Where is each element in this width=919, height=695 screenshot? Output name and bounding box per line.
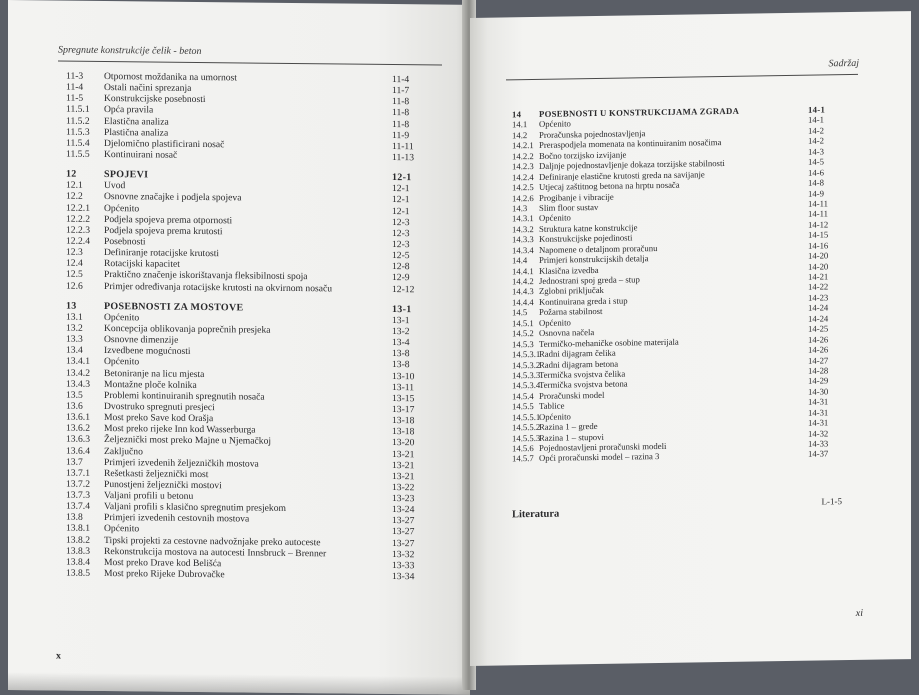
- toc-number: 12.4: [66, 257, 83, 270]
- toc-number: 14.5.5.3: [512, 432, 541, 443]
- toc-page: 13-2: [392, 325, 410, 338]
- toc-title: Most preko Drave kod Belišća: [104, 556, 222, 570]
- toc-page: 13-22: [392, 481, 415, 494]
- toc-number: 14.5.5.1: [512, 411, 541, 423]
- toc-number: 14.5: [512, 307, 528, 318]
- page-number-right: xi: [855, 607, 863, 619]
- toc-number: 13.2: [66, 322, 83, 334]
- toc-number: 11.5.5: [66, 148, 90, 160]
- toc-number: 13.4: [66, 344, 83, 357]
- toc-number: 14.2.6: [512, 192, 534, 203]
- toc-number: 14.4.2: [512, 275, 534, 287]
- toc-page: 13-21: [392, 470, 415, 483]
- toc-title: Općenito: [539, 317, 571, 328]
- toc-number: 12.2.1: [66, 202, 90, 214]
- toc-title: Razina 1 – grede: [539, 421, 598, 433]
- toc-page: 14-23: [808, 292, 829, 303]
- toc-number: 14.3.2: [512, 223, 534, 235]
- toc-number: 14.5.6: [512, 442, 534, 454]
- toc-page: 13-21: [392, 448, 415, 460]
- toc-number: 12.2.2: [66, 213, 90, 225]
- toc-number: 14.4.3: [512, 286, 534, 297]
- toc-title: Rekonstrukcija mostova na autocesti Innsbruck – Brenner: [104, 545, 327, 560]
- toc-title: Primjeri izvedenih cestovnih mostova: [104, 512, 250, 525]
- toc-title: Osnovne značajke i podjela spojeva: [104, 191, 242, 204]
- toc-page: 14-20: [808, 250, 829, 261]
- toc-title: Most preko rijeke Inn kod Wasserburga: [104, 423, 256, 436]
- toc-number: 14.5.4: [512, 390, 534, 402]
- toc-title: Definiranje elastične krutosti greda na savijanje: [539, 168, 705, 182]
- toc-title: Općenito: [104, 202, 140, 214]
- toc-title: Preraspodjela momenata na kontinuiranim nosačima: [539, 137, 722, 151]
- toc-page: 14-8: [808, 177, 824, 188]
- toc-page: 11-4: [392, 74, 410, 86]
- toc-number: 14.3.1: [512, 213, 534, 224]
- toc-title: Proračunski model: [539, 389, 605, 401]
- toc-page: 13-18: [392, 415, 415, 427]
- toc-page: 14-24: [808, 313, 829, 324]
- toc-title: Proračunska pojednostavljenja: [539, 128, 646, 140]
- toc-number: 14.2.4: [512, 171, 534, 182]
- toc-page: 14-1: [808, 104, 826, 115]
- toc-page: 14-27: [808, 354, 829, 366]
- toc-title: Progibanje i vibracije: [539, 191, 614, 203]
- toc-title: Zaključno: [104, 445, 143, 457]
- toc-page: 12-5: [392, 250, 410, 262]
- toc-page: 14-11: [808, 198, 828, 209]
- toc-page: 12-1: [392, 172, 412, 184]
- toc-page: 13-10: [392, 370, 415, 382]
- running-head-left: Spregnute konstrukcije čelik - beton: [58, 44, 202, 58]
- toc-title: Plastična analiza: [104, 126, 169, 139]
- toc-number: 12.2: [66, 191, 83, 203]
- running-head-right: Sadržaj: [828, 57, 859, 70]
- toc-title: Elastična analiza: [104, 115, 169, 128]
- toc-page: 14-2: [808, 135, 824, 147]
- toc-title: Podjela spojeva prema otpornosti: [104, 213, 233, 227]
- toc-number: 12: [66, 168, 77, 180]
- toc-page: 13-21: [392, 459, 415, 471]
- toc-number: 14.5.5.2: [512, 422, 541, 433]
- toc-page: 13-8: [392, 348, 410, 360]
- toc-number: 13.8.4: [66, 556, 90, 568]
- toc-number: 14.5.3.1: [512, 348, 541, 360]
- toc-title: Rešetkasti željeznički most: [104, 467, 209, 480]
- toc-number: 14.2: [512, 129, 528, 141]
- toc-number: 14.5.3.4: [512, 380, 541, 391]
- toc-page: 11-8: [392, 107, 410, 119]
- toc-number: 11.5.1: [66, 104, 90, 116]
- toc-page: 13-4: [392, 337, 410, 349]
- toc-page: 11-9: [392, 129, 410, 141]
- toc-number: 11-4: [66, 81, 84, 93]
- literatura-page: L-1-5: [821, 496, 842, 507]
- toc-page: 14-25: [808, 323, 829, 334]
- toc-title: Posebnosti: [104, 235, 146, 248]
- toc-title: Radni dijagram betona: [539, 358, 619, 370]
- toc-left: [66, 71, 422, 583]
- toc-number: 14.2.5: [512, 182, 534, 193]
- toc-number: 14.2.1: [512, 140, 534, 151]
- toc-page: 13-11: [392, 381, 415, 393]
- toc-page: 14-22: [808, 281, 829, 293]
- toc-page: 13-24: [392, 504, 415, 516]
- toc-number: 13.4.2: [66, 367, 90, 379]
- toc-title: Primjeri izvedenih željezničkih mostova: [104, 456, 259, 470]
- toc-page: 11-13: [392, 152, 415, 164]
- toc-title: Općenito: [539, 411, 571, 422]
- toc-row: [66, 568, 422, 583]
- toc-title: Napomene o detaljnom proračunu: [539, 242, 658, 255]
- literatura-entry: [512, 496, 842, 521]
- toc-number: 12.2.4: [66, 235, 90, 247]
- toc-page: 14-5: [808, 156, 824, 167]
- toc-number: 13.6.1: [66, 411, 90, 423]
- toc-page: 14-33: [808, 438, 829, 449]
- toc-number: 11.5.3: [66, 126, 90, 138]
- toc-number: 13.6.4: [66, 445, 90, 457]
- toc-title: Općenito: [104, 523, 140, 535]
- toc-number: 14.5.7: [512, 453, 534, 464]
- toc-page: 14-26: [808, 344, 829, 355]
- toc-page: 13-33: [392, 559, 415, 572]
- toc-number: 14.5.2: [512, 328, 534, 339]
- toc-page: 14-37: [808, 448, 829, 460]
- toc-title: Izvedbene mogućnosti: [104, 345, 191, 358]
- toc-number: 14.4.4: [512, 296, 534, 308]
- toc-page: 11-7: [392, 85, 410, 97]
- toc-page: 14-31: [808, 396, 829, 407]
- toc-number: 13.7.1: [66, 467, 90, 479]
- toc-page: 11-8: [392, 118, 410, 130]
- toc-title: Općenito: [104, 356, 140, 368]
- toc-title: Rotacijski kapacitet: [104, 258, 180, 271]
- toc-number: 14.5.3.3: [512, 369, 541, 381]
- toc-title: Željeznički most preko Majne u Njemačkoj: [104, 434, 272, 448]
- toc-title: Radni dijagram čelika: [539, 347, 616, 359]
- toc-title: Općenito: [539, 212, 571, 224]
- toc-number: 13.8.2: [66, 534, 90, 546]
- header-rule-right: [506, 74, 858, 81]
- toc-title: Otpornost moždanika na umornost: [104, 71, 237, 84]
- toc-title: Valjani profili u betonu: [104, 490, 194, 503]
- toc-title: Podjela spojeva prema krutosti: [104, 224, 223, 238]
- toc-page: 14-29: [808, 375, 829, 387]
- toc-title: Osnovna načela: [539, 327, 595, 339]
- toc-number: 13.8: [66, 511, 83, 524]
- toc-title: Zglobni priključak: [539, 285, 604, 297]
- toc-page: 14-3: [808, 146, 824, 157]
- toc-number: 13.4.1: [66, 355, 90, 368]
- toc-title: Kontinuirani nosač: [104, 148, 178, 161]
- literatura-title: Literatura: [512, 508, 560, 521]
- toc-number: 14.2.2: [512, 150, 534, 162]
- toc-title: Koncepcija oblikovanja poprečnih presjeka: [104, 322, 271, 336]
- toc-page: 13-27: [392, 515, 415, 527]
- toc-number: 13.5: [66, 389, 83, 401]
- toc-page: 14-11: [808, 208, 828, 220]
- toc-number: 12.5: [66, 268, 83, 281]
- page-number-left: x: [56, 650, 61, 662]
- toc-number: 13.6.2: [66, 422, 90, 435]
- toc-number: 13.1: [66, 311, 83, 323]
- toc-title: Klasična izvedba: [539, 264, 599, 276]
- toc-title: Požarna stabilnost: [539, 306, 603, 318]
- toc-number: 13.3: [66, 333, 83, 345]
- toc-title: Konstrukcijske pojedinosti: [539, 232, 633, 245]
- toc-number: 14.5.1: [512, 317, 534, 329]
- toc-number: 11.5.2: [66, 115, 90, 127]
- toc-number: 11.5.4: [66, 137, 90, 149]
- toc-title: Primjeri konstrukcijskih detalja: [539, 253, 649, 266]
- toc-page: 13-8: [392, 359, 410, 371]
- toc-title: Uvod: [104, 180, 126, 192]
- toc-number: 12.2.3: [66, 224, 90, 236]
- toc-page: 14-20: [808, 260, 829, 272]
- toc-page: 12-1: [392, 205, 410, 217]
- toc-title: Termička svojstva čelika: [539, 368, 626, 380]
- toc-number: 14.5.5: [512, 401, 534, 412]
- toc-number: 14.2.3: [512, 161, 534, 172]
- toc-title: Daljnje pojednostavljenje dokaza torzijske stabilnosti: [539, 158, 725, 172]
- toc-page: 14-9: [808, 187, 824, 199]
- toc-number: 12.1: [66, 179, 83, 192]
- toc-number: 13.6.3: [66, 433, 90, 446]
- toc-title: Općenito: [539, 118, 571, 130]
- toc-number: 13.4.3: [66, 378, 90, 390]
- toc-number: 13.8.5: [66, 567, 90, 579]
- toc-title: Valjani profili s klasično spregnutim presjekom: [104, 501, 286, 515]
- toc-number: 11-5: [66, 92, 84, 105]
- toc-title: Definiranje rotacijske krutosti: [104, 247, 220, 260]
- toc-title: Jednostrani spoj greda – stup: [539, 274, 640, 286]
- toc-page: 14-15: [808, 229, 829, 240]
- toc-number: 13.7: [66, 456, 83, 468]
- toc-title: SPOJEVI: [104, 169, 149, 181]
- toc-title: Dvostruko spregnuti presjeci: [104, 400, 215, 414]
- toc-title: Konstrukcijske posebnosti: [104, 93, 206, 106]
- toc-page: 14-2: [808, 125, 824, 136]
- toc-title: Problemi kontinuiranih spregnutih nosača: [104, 389, 265, 403]
- toc-number: 14.5.3: [512, 338, 534, 349]
- toc-number: 13.8.1: [66, 523, 90, 535]
- toc-number: 14.3: [512, 203, 528, 214]
- toc-title: Termička svojstva betona: [539, 378, 628, 391]
- toc-title: Struktura katne konstrukcije: [539, 222, 638, 234]
- toc-page: 12-3: [392, 216, 410, 228]
- page-shadow: [8, 672, 470, 695]
- toc-number: 14: [512, 109, 522, 120]
- toc-page: 12-12: [392, 283, 415, 295]
- toc-page: 14-28: [808, 365, 829, 376]
- toc-title: Most preko Save kod Orašja: [104, 412, 214, 425]
- toc-number: 14.3.4: [512, 244, 534, 256]
- toc-title: Bočno torzijsko izvijanje: [539, 149, 627, 161]
- toc-title: Razina 1 – stupovi: [539, 431, 604, 443]
- toc-page: 13-20: [392, 437, 415, 449]
- toc-number: 12.3: [66, 246, 83, 258]
- toc-page: 14-31: [808, 407, 829, 418]
- toc-title: POSEBNOSTI U KONSTRUKCIJAMA ZGRADA: [539, 105, 740, 119]
- header-rule-left: [58, 61, 442, 66]
- toc-page: 12-8: [392, 261, 410, 273]
- toc-page: 14-24: [808, 302, 829, 314]
- toc-title: Montažne ploče kolnika: [104, 378, 197, 391]
- toc-page: 13-23: [392, 493, 415, 505]
- toc-number: 14.4.1: [512, 265, 534, 276]
- toc-title: Opća pravila: [104, 104, 154, 116]
- left-page: [8, 0, 470, 695]
- toc-right: [512, 104, 842, 464]
- toc-title: Djelomično plastificirani nosač: [104, 137, 225, 151]
- toc-page: 13-15: [392, 392, 415, 405]
- toc-page: 13-1: [392, 303, 412, 315]
- toc-page: 14-6: [808, 167, 824, 178]
- toc-page: 14-21: [808, 271, 829, 282]
- toc-page: 13-34: [392, 571, 415, 583]
- toc-number: 14.4: [512, 255, 528, 266]
- right-page: [470, 11, 911, 666]
- toc-page: 12-3: [392, 238, 410, 251]
- toc-title: Ostali načini sprezanja: [104, 82, 192, 95]
- toc-number: 13.7.2: [66, 478, 90, 490]
- toc-title: Općenito: [104, 311, 140, 324]
- toc-number: 13.8.3: [66, 545, 90, 557]
- toc-page: 14-32: [808, 427, 829, 439]
- toc-number: 12.6: [66, 280, 83, 292]
- toc-title: Betoniranje na licu mjesta: [104, 367, 205, 380]
- toc-page: 11-8: [392, 96, 410, 108]
- toc-number: 13: [66, 300, 77, 312]
- toc-page: 12-1: [392, 183, 410, 195]
- toc-page: 13-32: [392, 548, 415, 561]
- toc-number: 13.6: [66, 400, 83, 412]
- toc-page: 13-1: [392, 314, 410, 327]
- toc-title: Kontinuirana greda i stup: [539, 295, 628, 307]
- toc-page: 13-27: [392, 537, 415, 549]
- toc-page: 12-1: [392, 194, 410, 206]
- toc-title: Termičko-mehaničke osobine materijala: [539, 336, 679, 349]
- toc-page: 12-3: [392, 227, 410, 240]
- toc-page: 13-17: [392, 403, 415, 416]
- toc-title: Praktično značenje iskorištavanja fleksibilnosti spoja: [104, 269, 308, 283]
- toc-title: Tipski projekti za cestovne nadvožnjake preko autoceste: [104, 534, 321, 548]
- toc-title: Punostjeni željeznički mostovi: [104, 478, 222, 492]
- toc-title: Most preko Rijeke Dubrovačke: [104, 568, 225, 581]
- toc-number: 14.1: [512, 119, 528, 130]
- toc-number: 13.7.3: [66, 489, 90, 501]
- toc-number: 14.5.3.2: [512, 359, 541, 370]
- toc-page: 13-18: [392, 426, 415, 438]
- toc-page: 13-27: [392, 526, 415, 538]
- toc-page: 14-31: [808, 417, 829, 428]
- toc-title: Tablice: [539, 400, 565, 412]
- toc-title: Utjecaj zaštitnog betona na hrptu nosača: [539, 179, 680, 192]
- toc-title: POSEBNOSTI ZA MOSTOVE: [104, 300, 244, 314]
- toc-page: 12-9: [392, 272, 410, 284]
- toc-page: 14-26: [808, 333, 829, 345]
- toc-page: 11-11: [392, 140, 414, 153]
- toc-title: Osnovne dimenzije: [104, 334, 179, 346]
- toc-title: Pojednostavljeni proračunski modeli: [539, 440, 667, 453]
- toc-page: 14-1: [808, 114, 824, 126]
- toc-title: Opći proračunski model – razina 3: [539, 451, 660, 464]
- toc-number: 11-3: [66, 70, 84, 82]
- toc-title: Slim floor sustav: [539, 201, 599, 213]
- toc-number: 13.7.4: [66, 500, 90, 513]
- toc-page: 14-12: [808, 219, 829, 230]
- toc-title: Primjer određivanja rotacijske krutosti na okvirnom nosaču: [104, 280, 333, 294]
- toc-number: 14.3.3: [512, 234, 534, 245]
- toc-page: 14-30: [808, 386, 829, 397]
- toc-page: 14-16: [808, 240, 829, 251]
